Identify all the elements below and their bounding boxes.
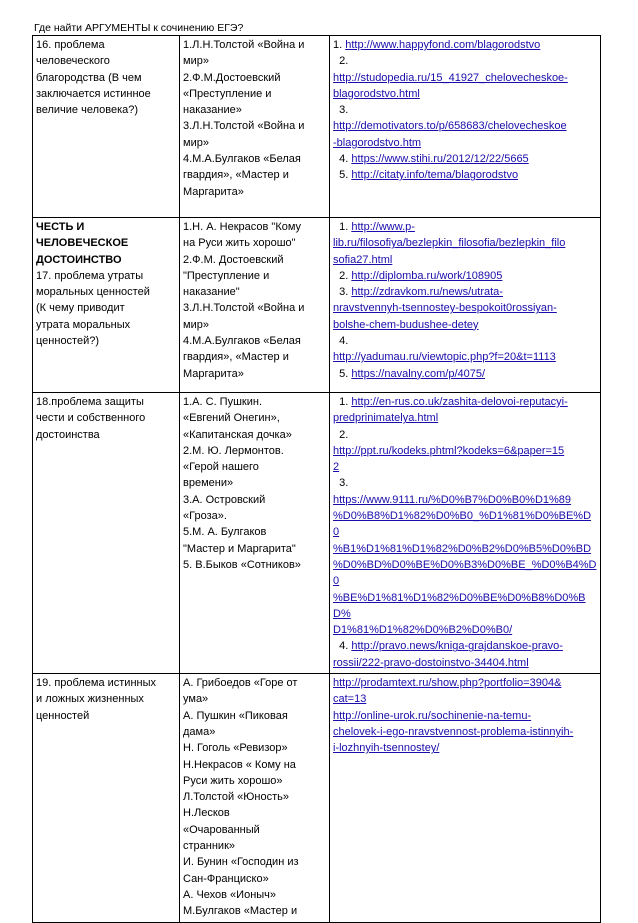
links-cell [330,674,601,922]
section-heading: ЧЕСТЬ И [36,221,85,233]
literary-work: "Преступление и [183,269,270,282]
link-number-line [333,333,597,349]
url-link[interactable]: %BE%D1%81%D1%82%D0%BE%D0%B8%D0%BD% [333,591,586,620]
problem-text: величие человека?) [36,104,139,117]
url-link[interactable]: http://diplomba.ru/work/108905 [351,269,503,282]
link-number: 3. [333,104,349,117]
table-row [33,218,601,393]
link-number-line [333,427,597,443]
literary-work: 2.М. Ю. Лермонтов. [183,444,284,457]
problem-text: моральных ценностей [36,286,150,299]
url-link[interactable]: chelovek-i-ego-nravstvennost-problema-istinnyih- [333,725,574,738]
literary-work: А. Грибоедов «Горе от [183,677,298,690]
link-line [333,366,597,382]
link-line [333,118,597,134]
link-line [333,492,597,508]
problem-text: достоинства [36,428,100,441]
link-item [333,638,597,671]
literary-work: «Очарованный [183,823,260,836]
literary-work: 3.Л.Н.Толстой «Война и [183,120,305,133]
link-item [333,268,597,284]
url-link[interactable]: cat=13 [333,693,367,706]
link-number: 2. [333,269,352,282]
link-line [333,724,597,740]
link-number: 2. [333,55,349,68]
literary-work: А. Пушкин «Пиковая [183,709,288,722]
topic-cell [33,674,180,922]
link-item [333,284,597,333]
literary-work: 4.М.А.Булгаков «Белая [183,335,301,348]
link-number: 5. [333,169,352,182]
link-line [333,740,597,756]
link-line [333,37,597,53]
link-line [333,508,597,541]
link-line [333,459,597,475]
url-link[interactable]: https://www.stihi.ru/2012/12/22/5665 [351,153,529,166]
url-link[interactable]: D1%81%D1%82%D0%B2%D0%B0/ [333,624,513,637]
link-line [333,268,597,284]
link-item [333,219,597,268]
problem-text: утрата моральных [36,318,131,331]
works-cell [180,393,330,674]
literary-work: М.Булгаков «Мастер и [183,905,298,918]
link-line [333,86,597,102]
literary-work: Н.Лесков [183,807,230,820]
link-line [333,410,597,426]
url-link[interactable]: -blagorodstvo.htm [333,136,422,149]
link-line [333,167,597,183]
link-line [333,235,597,251]
literary-work: 2.Ф.М.Достоевский [183,71,281,84]
url-link[interactable]: http://demotivators.to/p/658683/chelovecheskoe [333,120,567,133]
literary-work: Н.Некрасов « Кому на [183,758,296,771]
url-link[interactable]: rossii/222-pravo-dostoinstvo-34404.html [333,656,529,669]
link-item [333,366,597,382]
section-heading: ДОСТОИНСТВО [36,253,122,266]
url-link[interactable]: http://yadumau.ru/viewtopic.php?f=20&t=1113 [333,351,556,364]
problem-text: и ложных жизненных [36,693,144,706]
literary-work: «Евгений Онегин», [183,412,280,425]
literary-work: мир» [183,136,209,149]
links-cell [330,393,601,674]
link-line [333,708,597,724]
link-line [333,675,597,691]
problem-text: ценностей?) [36,335,100,348]
link-line [333,557,597,590]
link-item [333,394,597,427]
url-link[interactable]: http://studopedia.ru/15_41927_chelovecheskoe- [333,71,568,84]
url-link[interactable]: bolshe-chem-budushee-detey [333,318,479,331]
problem-text: 19. проблема истинных [36,677,157,690]
literary-work: «Капитанская дочка» [183,428,292,441]
link-line [333,655,597,671]
links-cell [330,36,601,218]
literary-work: 4.М.А.Булгаков «Белая [183,153,301,166]
link-number: 3. [333,477,349,490]
link-item [333,53,597,102]
table-body [33,36,601,923]
literary-work: времени» [183,477,234,490]
link-line [333,151,597,167]
topic-cell [33,218,180,393]
links-cell [330,218,601,393]
page-title: Где найти АРГУМЕНТЫ к сочинению ЕГЭ? [34,22,244,34]
url-link[interactable]: https://www.9111.ru/%D0%B7%D0%B0%D1%89 [333,493,572,506]
link-number: 1. [333,221,352,233]
url-link[interactable]: http://www.p- [351,221,415,233]
literary-work: гвардия», «Мастер и [183,169,289,182]
literary-work: 1.А. С. Пушкин. [183,396,262,408]
link-line [333,443,597,459]
link-number: 2. [333,428,349,441]
literary-work: А. Чехов «Ионыч» [183,888,277,901]
url-link[interactable]: http://citaty.info/tema/blagorodstvo [351,169,519,182]
link-number: 1. [333,396,352,408]
link-number-line [333,102,597,118]
link-line [333,317,597,333]
works-cell [180,674,330,922]
literary-work: Сан-Франциско» [183,872,269,885]
url-link[interactable]: http://online-urok.ru/sochinenie-na-temu- [333,709,532,722]
link-number-line [333,475,597,491]
url-link[interactable]: lib.ru/filosofiya/bezlepkin_filosofia/bezlepkin_filo [333,237,566,250]
topic-cell [33,393,180,674]
problem-text: 16. проблема [36,39,105,51]
link-number: 4. [333,153,352,166]
problem-text: благородства (В чем [36,71,142,84]
link-number: 4. [333,640,352,653]
link-item [333,151,597,167]
link-item [333,102,597,151]
link-line [333,394,597,410]
link-number-line [333,53,597,69]
url-link[interactable]: http://www.happyfond.com/blagorodstvo [345,39,541,51]
link-item [333,37,597,53]
link-line [333,284,597,300]
literary-work: «Герой нашего [183,461,259,474]
literary-work: "Мастер и Маргарита" [183,542,296,555]
url-link[interactable]: i-lozhnyih-tsennostey/ [333,742,440,755]
url-link[interactable]: http://ppt.ru/kodeks.phtml?kodeks=6&paper=15 [333,444,565,457]
link-line [333,638,597,654]
problem-text: 17. проблема утраты [36,269,144,282]
problem-text: человеческого [36,55,110,68]
link-number: 3. [333,286,352,299]
literary-work: мир» [183,55,209,68]
url-link[interactable]: %D0%B8%D1%82%D0%B0_%D1%81%D0%BE%D0 [333,510,592,539]
url-link[interactable]: http://pravo.news/kniga-grajdanskoe-pravo- [351,640,563,653]
problem-text: чести и собственного [36,412,146,425]
works-cell [180,36,330,218]
link-number: 1. [333,39,346,51]
link-line [333,622,597,638]
url-link[interactable]: http://prodamtext.ru/show.php?portfolio=3904& [333,677,562,690]
literary-work: гвардия», «Мастер и [183,351,289,364]
problem-text: заключается истинное [36,87,151,100]
literary-work: 1.Н. А. Некрасов "Кому [183,221,302,233]
link-number: 4. [333,335,349,348]
url-link[interactable]: http://zdravkom.ru/news/utrata- [351,286,503,299]
literary-work: на Руси жить хорошо" [183,237,296,250]
link-line [333,70,597,86]
link-line [333,691,597,707]
literary-work: наказание» [183,104,242,117]
link-item [333,167,597,183]
literary-work: «Гроза». [183,510,227,523]
url-link[interactable]: %B1%D1%81%D1%82%D0%B2%D0%B5%D0%BD [333,542,592,555]
link-item [333,427,597,476]
literary-work: Л.Толстой «Юность» [183,791,289,804]
literary-work: 2.Ф.М. Достоевский [183,253,284,266]
literary-work: дама» [183,725,216,738]
problem-text: (К чему приводит [36,302,125,315]
url-link[interactable]: 2 [333,461,340,474]
url-link[interactable]: blagorodstvo.html [333,87,420,100]
url-link[interactable]: %D0%BD%D0%BE%D0%B3%D0%BE_%D0%B4%D0 [333,558,597,588]
link-line [333,541,597,557]
link-number: 5. [333,367,352,380]
link-line [333,135,597,151]
literary-work: И. Бунин «Господин из [183,856,299,869]
literary-work: «Преступление и [183,87,272,100]
problem-text: ценностей [36,709,90,722]
link-item [333,708,597,757]
literary-work: Руси жить хорошо» [183,774,283,787]
link-line [333,349,597,365]
section-heading: ЧЕЛОВЕЧЕСКОЕ [36,237,129,250]
url-link[interactable]: predprinimatelya.html [333,412,439,425]
url-link[interactable]: https://navalny.com/p/4075/ [351,367,486,380]
table-row [33,674,601,922]
arguments-table [32,35,601,923]
url-link[interactable]: sofia27.html [333,253,393,266]
link-item [333,333,597,366]
literary-work: 5. В.Быков «Сотников» [183,558,301,571]
link-item [333,475,597,638]
link-line [333,252,597,268]
url-link[interactable]: nravstvennyh-tsennostey-bespokoit0rossiyan- [333,302,557,315]
link-line [333,219,597,235]
literary-work: 5.М. А. Булгаков [183,526,267,539]
problem-text: 18.проблема защиты [36,396,144,408]
literary-work: 3.Л.Н.Толстой «Война и [183,302,305,315]
literary-work: Маргарита» [183,367,244,380]
link-line [333,300,597,316]
literary-work: наказание" [183,286,240,299]
url-link[interactable]: http://en-rus.co.uk/zashita-delovoi-reputacyi- [351,396,568,408]
literary-work: странник» [183,840,235,853]
literary-work: мир» [183,318,209,331]
table-row [33,36,601,218]
link-line [333,590,597,623]
literary-work: Н. Гоголь «Ревизор» [183,742,288,755]
literary-work: 1.Л.Н.Толстой «Война и [183,39,305,51]
topic-cell [33,36,180,218]
link-item [333,675,597,708]
works-cell [180,218,330,393]
literary-work: 3.А. Островский [183,493,266,506]
literary-work: ума» [183,693,209,706]
literary-work: Маргарита» [183,185,244,198]
table-row [33,393,601,674]
